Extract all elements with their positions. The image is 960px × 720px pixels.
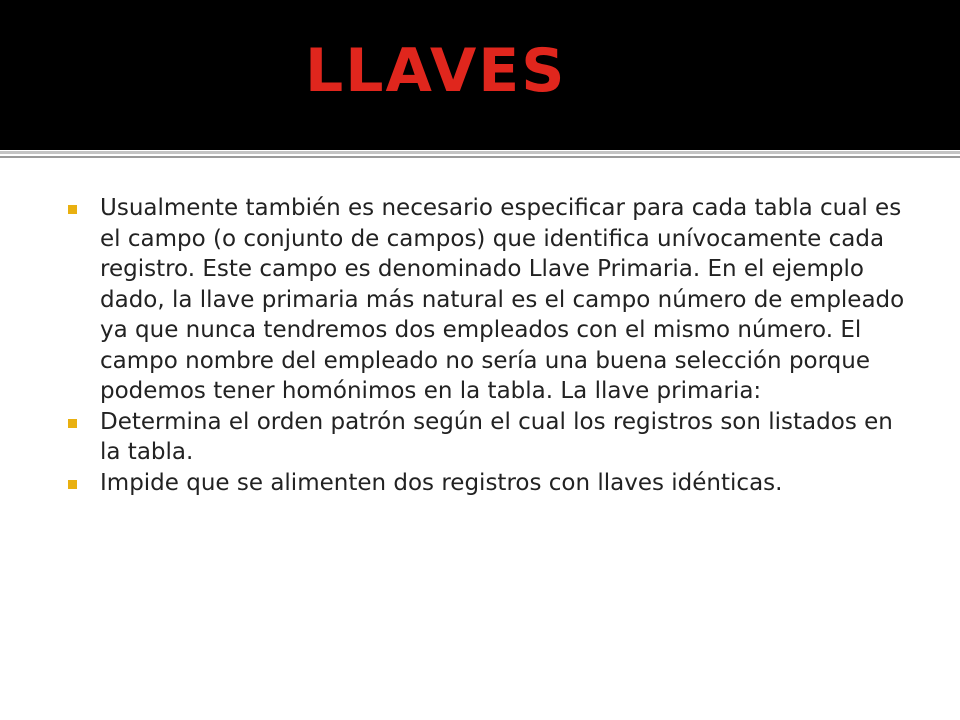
slide-title: LLAVES <box>305 36 567 106</box>
bullet-text: Determina el orden patrón según el cual los registros son listados en la tabla. <box>100 408 893 465</box>
square-bullet-icon <box>68 480 77 489</box>
bullet-item <box>66 407 912 468</box>
bullet-text: Impide que se alimenten dos registros con llaves idénticas. <box>100 469 783 496</box>
title-divider <box>0 151 960 154</box>
bullet-list <box>66 193 912 498</box>
square-bullet-icon <box>68 419 77 428</box>
bullet-text: Usualmente también es necesario especificar para cada tabla cual es el campo (o conjunto de campos) que identifica unívocamente cada registro. Este campo es denominado Llave Primaria. En el ejemplo dado, la llave primaria más natural es el campo número de empleado ya que nunca tendremos dos empleados con el mismo número. El campo nombre del empleado no sería una buena selección porque podemos tener homónimos en la tabla. La llave primaria: <box>100 195 905 404</box>
slide-body <box>66 193 912 498</box>
title-bar <box>0 0 960 150</box>
square-bullet-icon <box>68 205 77 214</box>
bullet-item <box>66 468 912 499</box>
bullet-item <box>66 193 912 407</box>
title-divider-shadow <box>0 156 960 158</box>
